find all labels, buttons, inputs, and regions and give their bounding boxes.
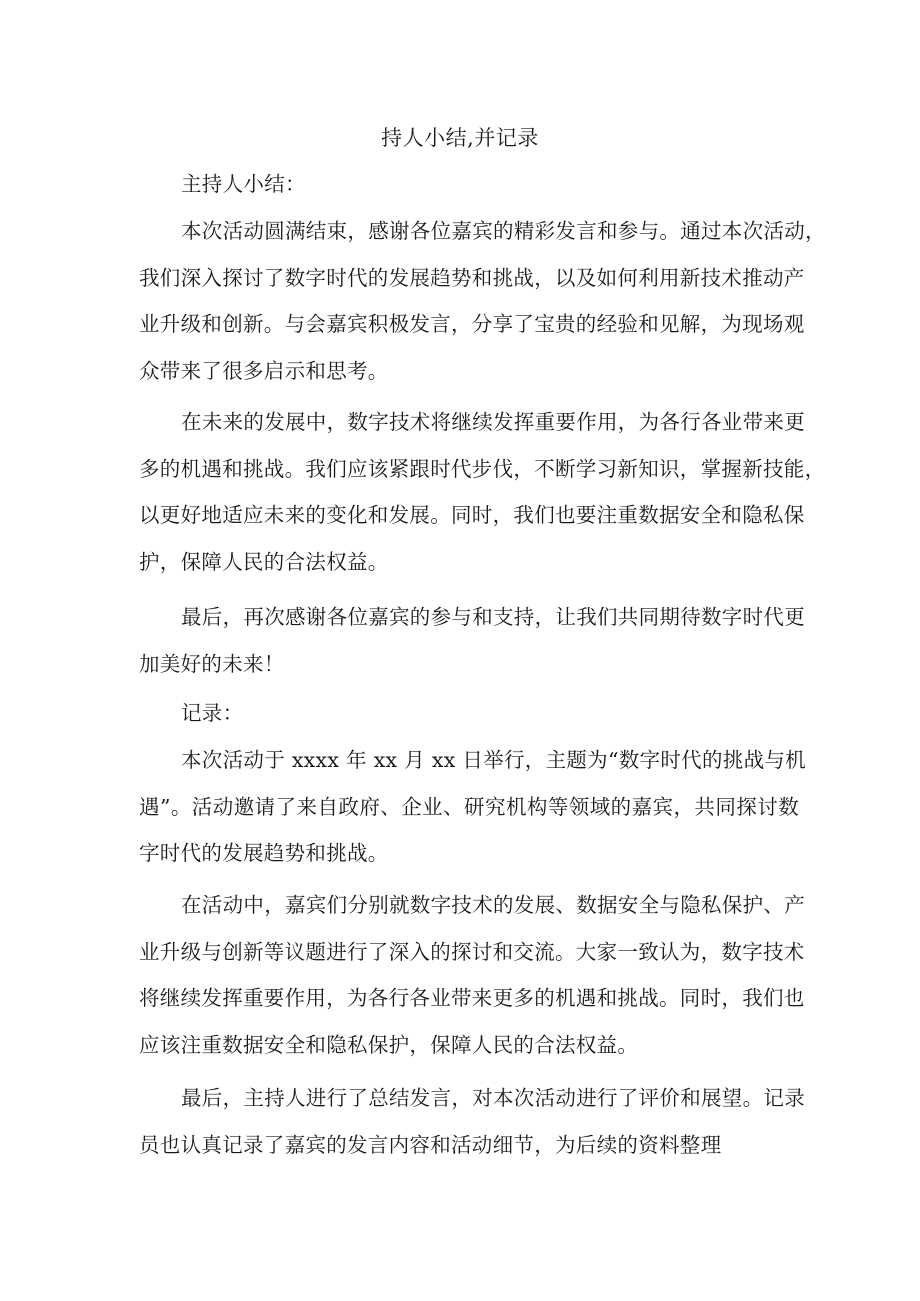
paragraph-line: 将继续发挥重要作用，为各行各业带来更多的机遇和挑战。同时，我们也 (139, 986, 805, 1010)
summary-paragraph-3 (139, 594, 805, 687)
paragraph-line: 本次活动圆满结束，感谢各位嘉宾的精彩发言和参与。通过本次活动， (181, 219, 826, 243)
paragraph-line: 我们深入探讨了数字时代的发展趋势和挑战，以及如何利用新技术推动产 (139, 265, 805, 290)
paragraph-line: 加美好的未来！ (139, 651, 285, 676)
paragraph-line: 在活动中，嘉宾们分别就数字技术的发展、数据安全与隐私保护、产 (181, 893, 805, 917)
paragraph-line: 业升级和创新。与会嘉宾积极发言，分享了宝贵的经验和见解，为现场观 (139, 312, 805, 336)
paragraph-line: 最后，主持人进行了总结发言，对本次活动进行了评价和展望。记录 (181, 1086, 805, 1110)
record-heading: 记录： (181, 701, 244, 725)
summary-heading: 主持人小结： (181, 172, 306, 196)
record-paragraph-1 (139, 737, 806, 877)
paragraph-line: 护，保障人民的合法权益。 (139, 549, 389, 574)
paragraph-line: 最后，再次感谢各位嘉宾的参与和支持，让我们共同期待数字时代更 (181, 605, 805, 629)
paragraph-line: 遇”。活动邀请了来自政府、企业、研究机构等领域的嘉宾，共同探讨数 (139, 794, 799, 819)
record-paragraph-2 (139, 882, 805, 1068)
summary-paragraph-2 (139, 399, 826, 585)
paragraph-line: 以更好地适应未来的变化和发展。同时，我们也要注重数据安全和隐私保 (139, 503, 805, 527)
paragraph-line: 多的机遇和挑战。我们应该紧跟时代步伐，不断学习新知识，掌握新技能， (139, 456, 826, 481)
paragraph-line: 众带来了很多启示和思考。 (139, 358, 389, 383)
paragraph-line: 本次活动于 xxxx 年 xx 月 xx 日举行，主题为“数字时代的挑战与机 (181, 748, 806, 772)
document-title: 持人小结,并记录 (381, 126, 539, 150)
summary-paragraph-1 (139, 208, 826, 394)
paragraph-line: 员也认真记录了嘉宾的发言内容和活动细节，为后续的资料整理 (139, 1132, 722, 1157)
paragraph-line: 在未来的发展中，数字技术将继续发挥重要作用，为各行各业带来更 (181, 410, 805, 434)
paragraph-line: 业升级与创新等议题进行了深入的探讨和交流。大家一致认为，数字技术 (139, 939, 805, 964)
record-paragraph-3 (139, 1075, 805, 1168)
paragraph-line: 应该注重数据安全和隐私保护，保障人民的合法权益。 (139, 1032, 639, 1057)
paragraph-line: 字时代的发展趋势和挑战。 (139, 841, 389, 865)
